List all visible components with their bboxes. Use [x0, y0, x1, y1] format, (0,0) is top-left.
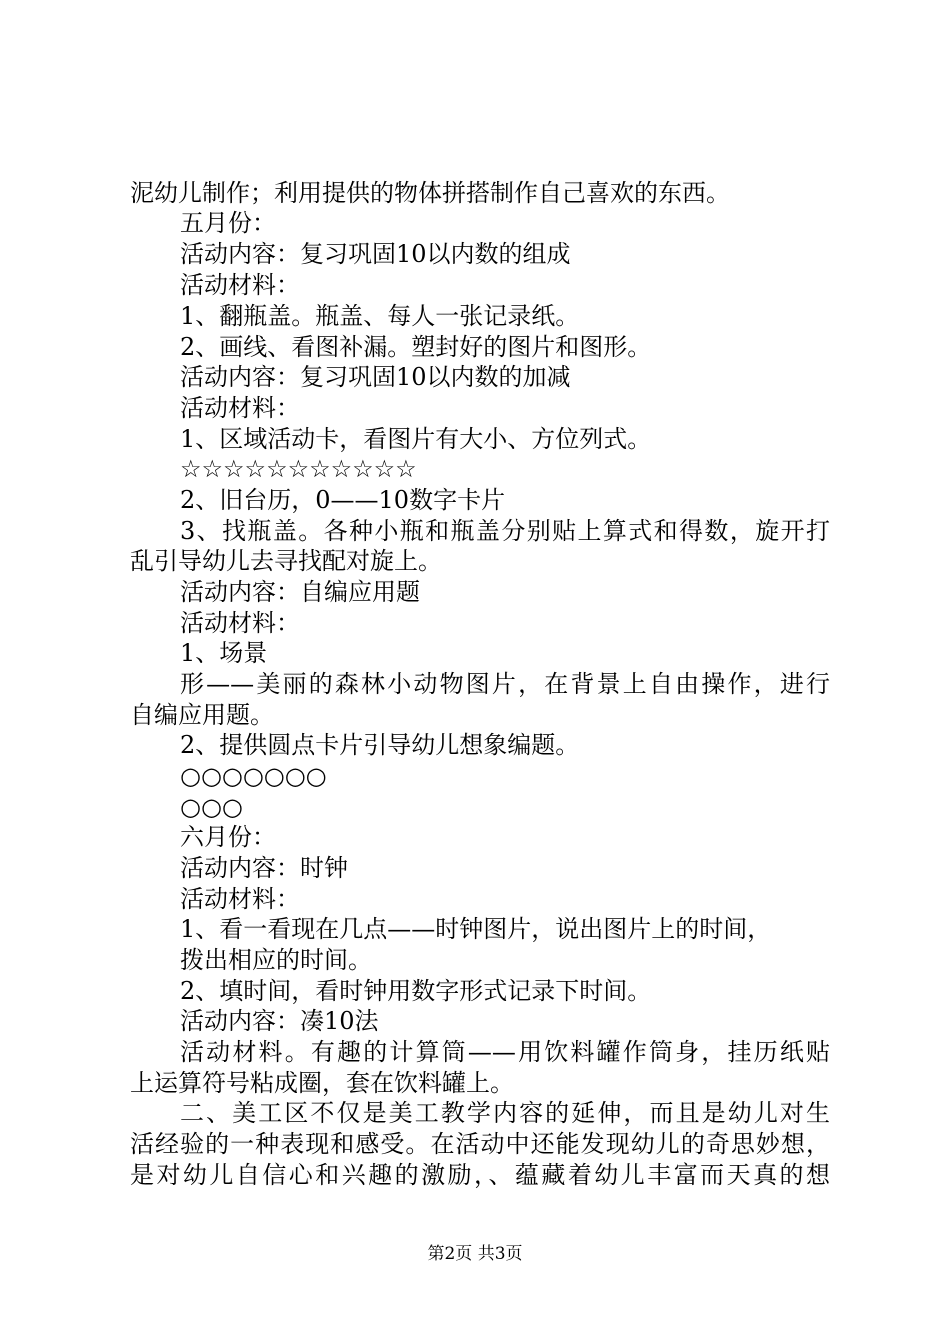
text-line: 2、旧台历，0——10数字卡片 [180, 486, 506, 514]
text-line: 六月份： [180, 823, 276, 851]
circle-row: ○○○○○○○ [180, 762, 327, 790]
text-line: 1、翻瓶盖。瓶盖、每人一张记录纸。 [180, 302, 580, 330]
text-line: 1、区域活动卡，看图片有大小、方位列式。 [180, 425, 652, 453]
text-line: 1、看一看现在几点——时钟图片，说出图片上的时间， [180, 915, 772, 943]
text-line: 2、提供圆点卡片引导幼儿想象编题。 [180, 731, 580, 759]
text-line: 活动材料： [180, 394, 300, 422]
text-line: 自编应用题。 [130, 701, 274, 729]
star-row: ☆☆☆☆☆☆☆☆☆☆☆ [180, 455, 417, 483]
text-line: 泥幼儿制作；利用提供的物体拼搭制作自己喜欢的东西。 [130, 179, 730, 207]
text-line: 形——美丽的森林小动物图片，在背景上自由操作，进行 [180, 670, 830, 698]
text-line: 活动内容：复习巩固10以内数的加减 [180, 363, 571, 391]
text-line: 活动材料： [180, 271, 300, 299]
text-line: 活动材料。有趣的计算筒——用饮料罐作筒身，挂历纸贴 [180, 1038, 830, 1066]
text-line: 拨出相应的时间。 [180, 946, 372, 974]
text-line: 上运算符号粘成圈，套在饮料罐上。 [130, 1069, 514, 1097]
text-line: 活经验的一种表现和感受。在活动中还能发现幼儿的奇思妙想， [130, 1130, 830, 1158]
text-line: 五月份： [180, 209, 276, 237]
text-line: 乱引导幼儿去寻找配对旋上。 [130, 547, 442, 575]
text-line: 活动内容：复习巩固10以内数的组成 [180, 240, 571, 268]
text-line: 3、找瓶盖。各种小瓶和瓶盖分别贴上算式和得数，旋开打 [180, 517, 830, 545]
text-line: 2、填时间，看时钟用数字形式记录下时间。 [180, 977, 652, 1005]
circle-row: ○○○ [180, 793, 243, 821]
text-line: 活动内容：自编应用题 [180, 578, 420, 606]
page-number-footer: 第2页 共3页 [427, 1244, 523, 1264]
text-line: 二、美工区不仅是美工教学内容的延伸，而且是幼儿对生 [180, 1099, 830, 1127]
text-line: 2、画线、看图补漏。塑封好的图片和图形。 [180, 333, 652, 361]
text-line: 1、场景 [180, 639, 268, 667]
text-line: 活动材料： [180, 885, 300, 913]
text-line: 活动内容：时钟 [180, 854, 348, 882]
text-line: 活动内容：凑10法 [180, 1007, 379, 1035]
text-line: 是对幼儿自信心和兴趣的激励，、蕴藏着幼儿丰富而天真的想 [130, 1161, 830, 1189]
text-line: 活动材料： [180, 609, 300, 637]
